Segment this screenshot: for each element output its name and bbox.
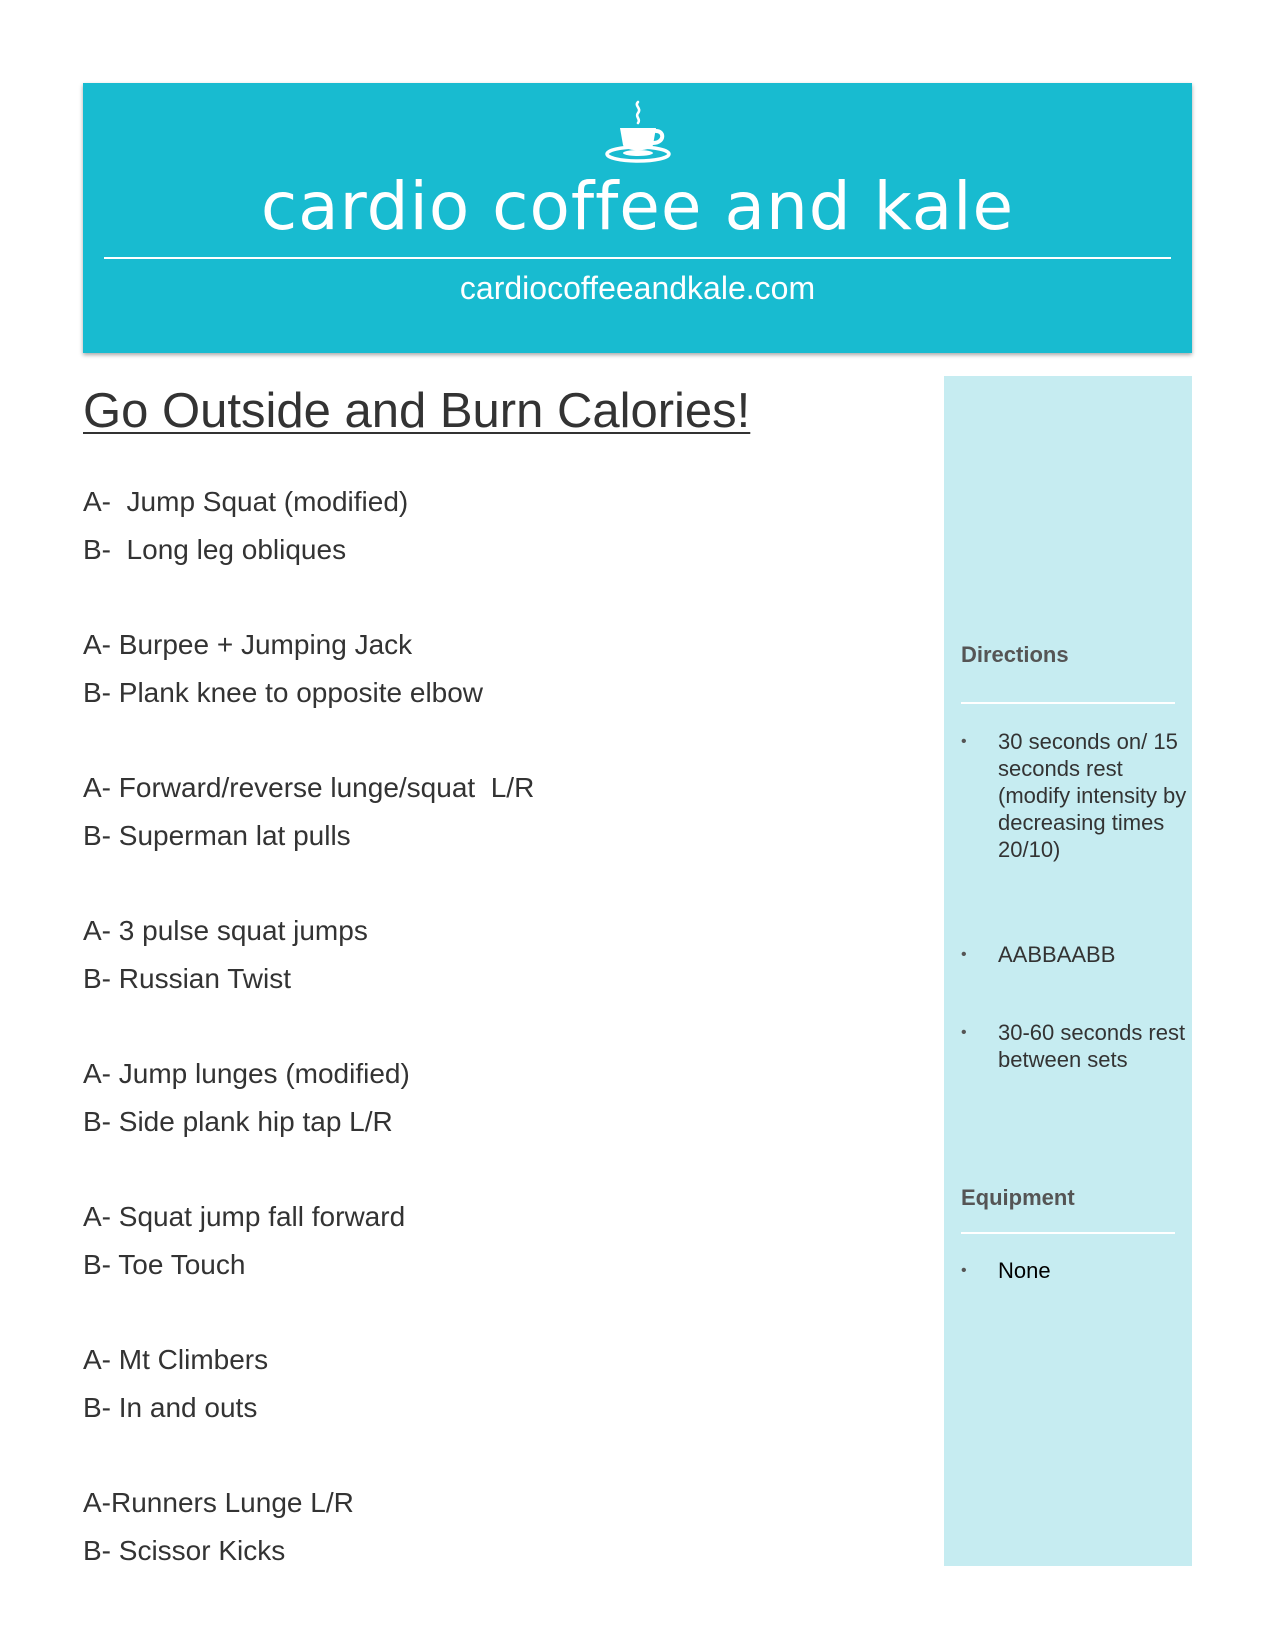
exercise-b: B- Scissor Kicks [83,1535,286,1566]
coffee-cup-icon [603,99,673,165]
exercise-pair [83,907,534,1050]
bullet-icon: • [961,1262,967,1279]
exercise-b: B- Plank knee to opposite elbow [83,677,484,708]
exercise-pair [83,478,534,621]
brand-name: cardio coffee and kale [260,168,1015,245]
directions-divider [961,702,1175,704]
exercise-b: B- Russian Twist [83,963,291,994]
equipment-item: None [998,1258,1051,1283]
direction-item: 30 seconds on/ 15 seconds rest (modify intensity by decreasing times 20/10) [998,729,1187,862]
exercise-b: B- Long leg obliques [83,534,347,565]
exercise-b: B- In and outs [83,1392,258,1423]
exercise-a: A- 3 pulse squat jumps [83,915,368,946]
bullet-icon: • [961,733,967,750]
bullet-icon: • [961,946,967,963]
exercise-a: A- Mt Climbers [83,1344,269,1375]
exercise-a: A- Forward/reverse lunge/squat L/R [83,772,535,803]
exercise-a: A- Jump lunges (modified) [83,1058,410,1089]
direction-item: 30-60 seconds rest between sets [998,1020,1186,1072]
exercise-pair [83,1479,534,1622]
exercise-list [83,478,534,1622]
exercise-pair [83,764,534,907]
directions-heading: Directions [961,642,1069,667]
exercise-b: B- Toe Touch [83,1249,246,1280]
exercise-b: B- Side plank hip tap L/R [83,1106,393,1137]
exercise-a: A- Jump Squat (modified) [83,486,409,517]
exercise-a: A- Burpee + Jumping Jack [83,629,413,660]
exercise-b: B- Superman lat pulls [83,820,351,851]
exercise-pair [83,1050,534,1193]
exercise-pair [83,621,534,764]
exercise-pair [83,1336,534,1479]
header-banner [83,83,1192,353]
equipment-divider [961,1232,1175,1234]
header-divider [104,257,1171,259]
page-title: Go Outside and Burn Calories! [83,384,751,438]
exercise-a: A-Runners Lunge L/R [83,1487,354,1518]
exercise-pair [83,1193,534,1336]
exercise-a: A- Squat jump fall forward [83,1201,406,1232]
site-url[interactable]: cardiocoffeeandkale.com [459,270,816,306]
directions-sidebar [944,376,1192,1566]
bullet-icon: • [961,1024,967,1041]
equipment-heading: Equipment [961,1185,1075,1210]
direction-item: AABBAABB [998,942,1116,967]
